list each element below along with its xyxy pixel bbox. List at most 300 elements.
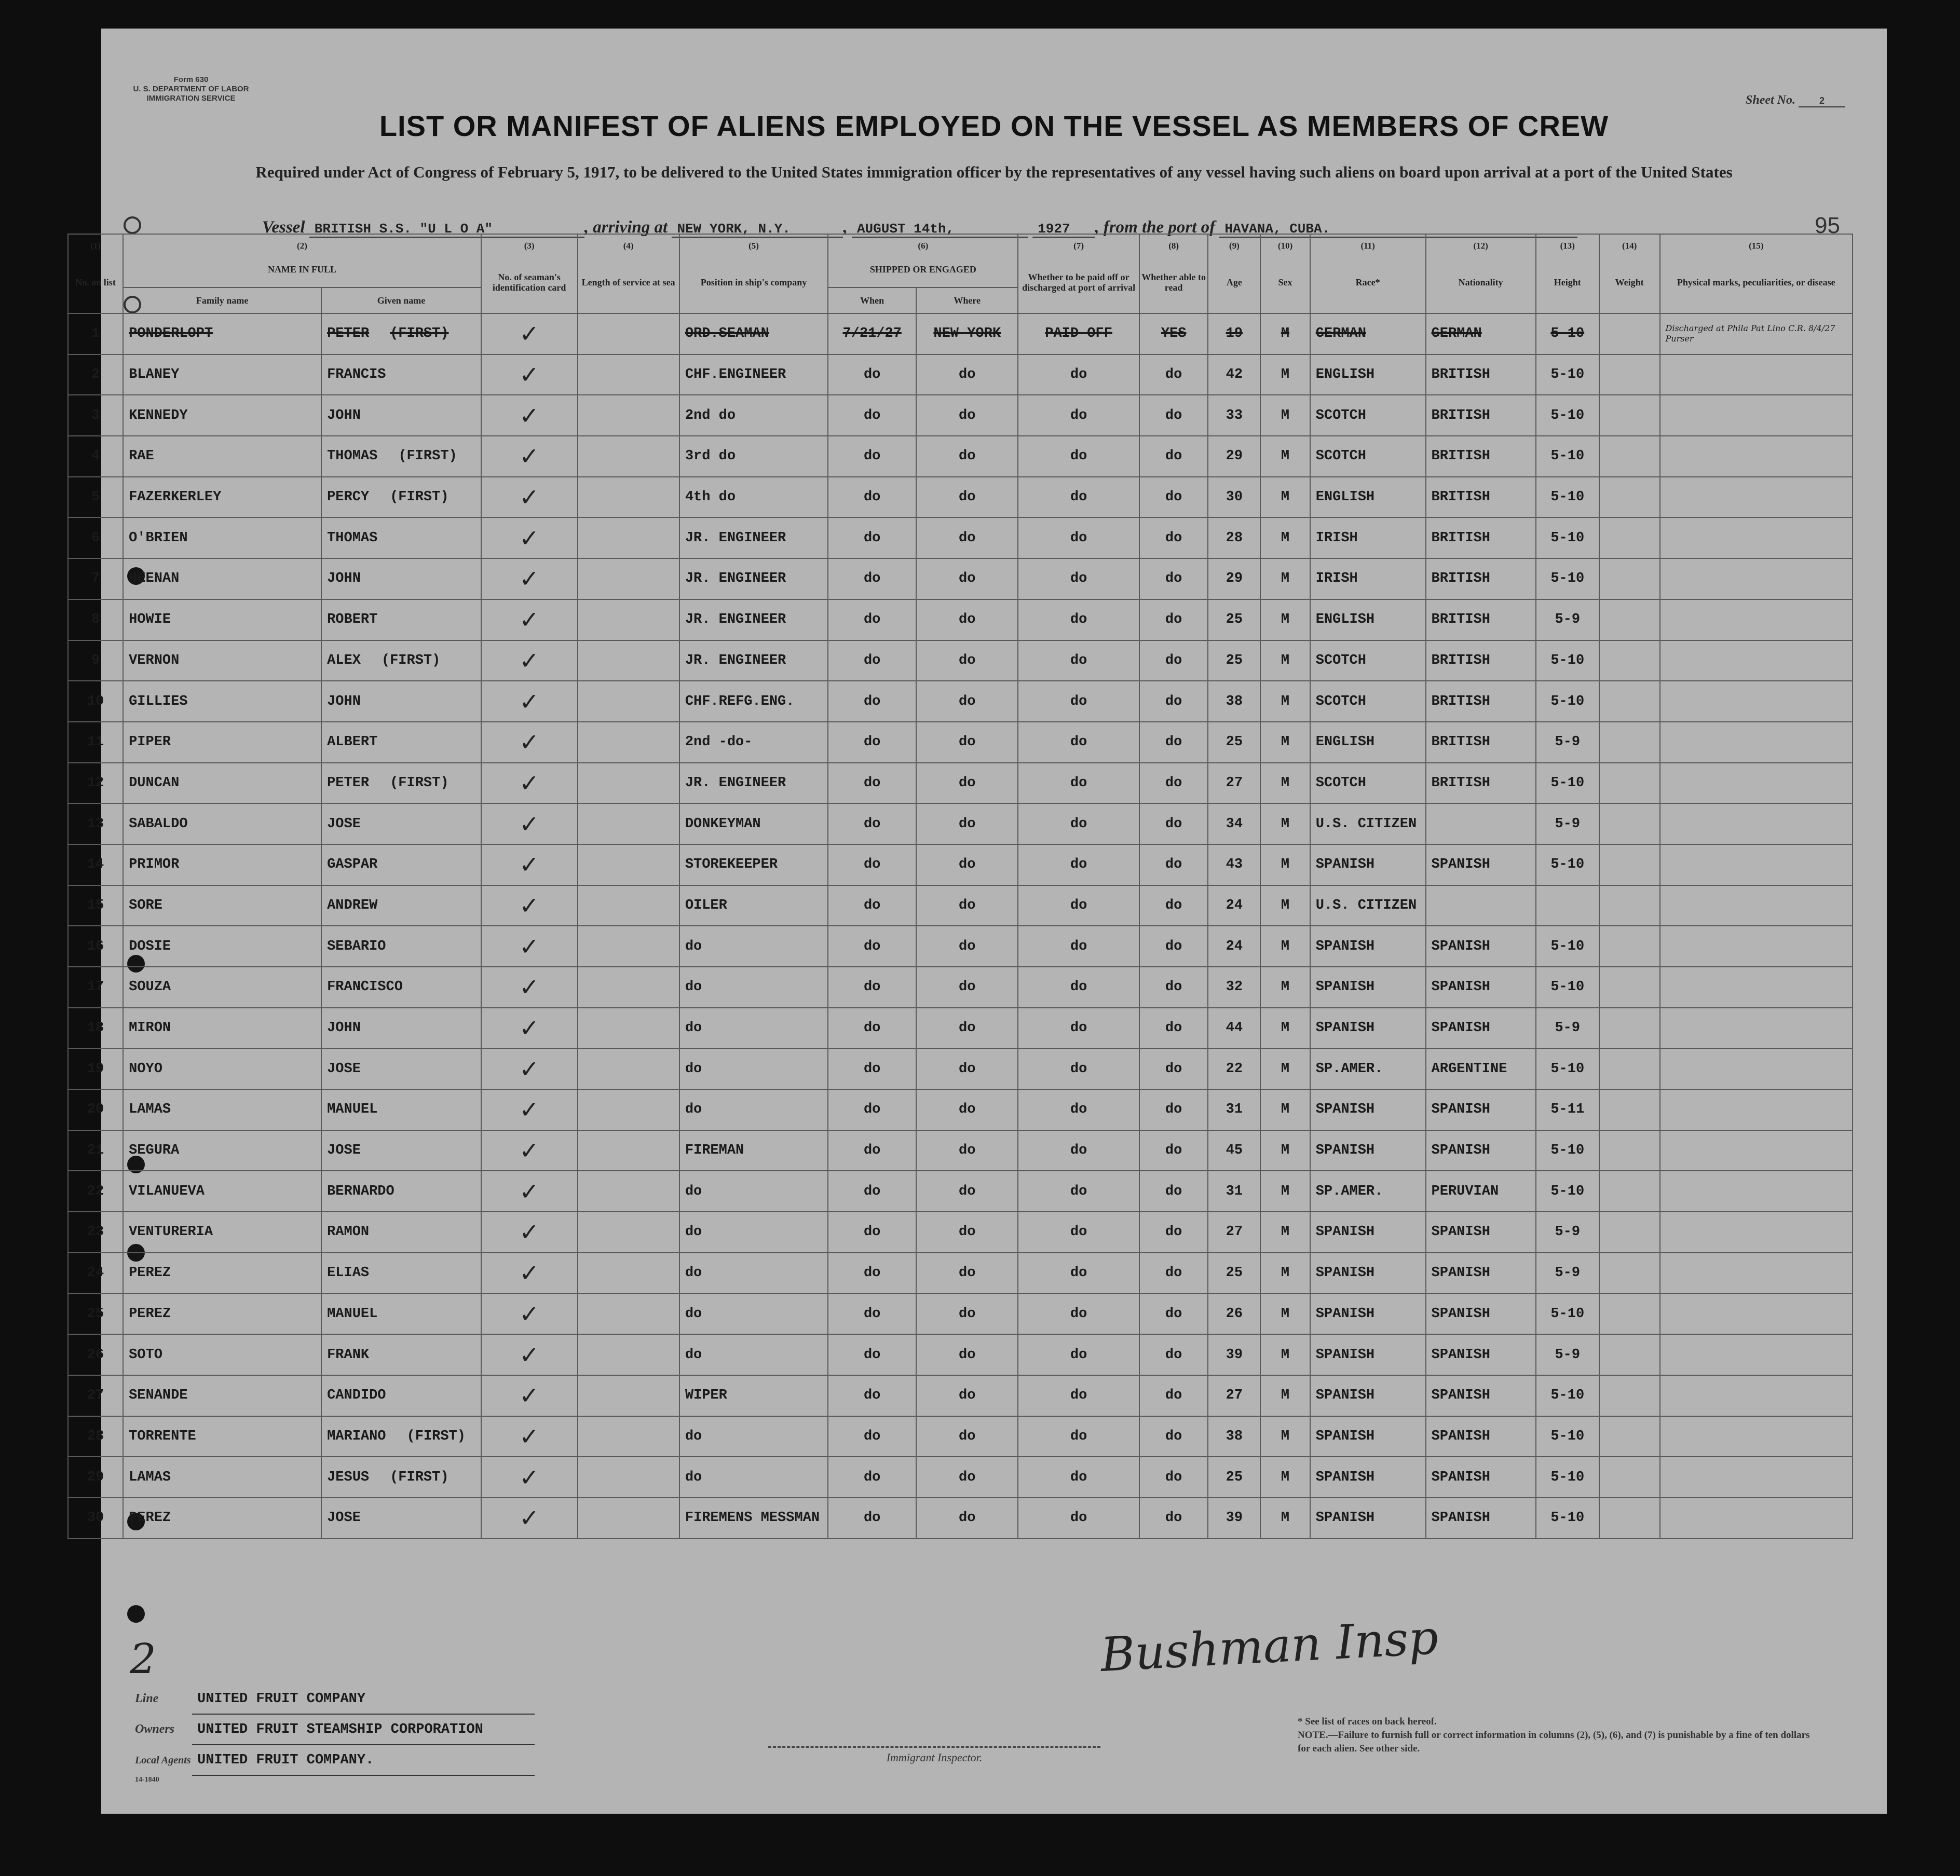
id-card-check-cell [481,926,578,967]
shipped-where-cell [916,722,1018,763]
id-card-check-cell [481,1048,578,1089]
height-cell [1536,722,1599,763]
position: JR. ENGINEER [685,612,786,628]
position-cell [679,1253,828,1294]
given-name-cell [321,1253,481,1294]
weight-cell [1599,681,1660,722]
nationality-cell [1426,1416,1536,1457]
shipped-where: do [959,1265,976,1281]
position-cell [679,599,828,640]
shipped-where-cell [916,1212,1018,1253]
row-number-cell [68,885,123,926]
shipped-where-cell [916,1294,1018,1335]
height: 5-10 [1550,857,1585,873]
row-number-cell [68,1294,123,1335]
shipped-when: do [863,1510,881,1526]
physical-marks-cell [1660,763,1853,804]
race: SPANISH [1315,1224,1375,1240]
given-name-cell [321,1089,481,1130]
length-of-service-cell [578,1008,679,1049]
shipped-when: do [863,1183,881,1199]
table-row [68,967,1853,1008]
shipped-when: do [863,775,881,791]
position: CHF.ENGINEER [685,367,786,383]
age: 25 [1226,652,1243,668]
footer-line-row [135,1684,535,1715]
family-name: LAMAS [129,1102,171,1118]
family-name: TORRENTE [129,1428,196,1444]
age-cell [1208,967,1260,1008]
height-cell [1536,599,1599,640]
id-card-check-cell [481,1457,578,1498]
sex: M [1281,530,1290,546]
family-name: MIRON [129,1020,171,1036]
given-name: JOHN [327,571,361,587]
height: 5-10 [1550,326,1585,342]
paid-off: do [1070,489,1087,505]
row-number: 16 [87,938,104,954]
sex-cell [1260,967,1310,1008]
nationality: SPANISH [1431,1102,1490,1118]
shipped-where: do [959,652,976,668]
position-cell [679,722,828,763]
paid-off: do [1070,1224,1087,1240]
able-to-read-cell [1139,558,1208,599]
paid-off-cell [1018,395,1139,436]
shipped-where-cell [916,436,1018,477]
footer-note [1298,1715,1817,1756]
position: JR. ENGINEER [685,652,786,668]
id-card-check-cell [481,722,578,763]
nationality: BRITISH [1431,489,1490,505]
sex: M [1281,448,1290,464]
length-of-service-cell [578,313,679,354]
family-name-cell [123,885,321,926]
shipped-when-cell [828,1375,916,1416]
paid-off-cell [1018,844,1139,885]
row-number-cell [68,1171,123,1212]
height-cell [1536,1457,1599,1498]
able-to-read-cell [1139,763,1208,804]
sheet-number [1746,93,1845,107]
age: 22 [1226,1061,1243,1077]
row-number-cell [68,313,123,354]
shipped-when: do [863,857,881,873]
position: 3rd do [685,448,736,464]
race-cell [1310,844,1426,885]
id-card-check-cell [481,517,578,558]
race-cell [1310,763,1426,804]
given-name: RAMON [327,1224,370,1240]
position: do [685,1306,702,1322]
given-name-cell [321,640,481,681]
family-name-cell [123,599,321,640]
paid-off-cell [1018,477,1139,518]
row-number-cell [68,1457,123,1498]
race: SCOTCH [1315,775,1366,791]
able-to-read-cell [1139,722,1208,763]
row-number-cell [68,1008,123,1049]
physical-marks-cell [1660,558,1853,599]
given-name: JOHN [327,1020,361,1036]
table-row [68,395,1853,436]
id-card-check: ✓ [519,646,539,675]
physical-marks-cell [1660,844,1853,885]
age-cell [1208,1089,1260,1130]
shipped-when-cell [828,599,916,640]
paid-off-cell [1018,1294,1139,1335]
id-card-check: ✓ [519,891,539,920]
length-of-service-cell [578,1171,679,1212]
first-trip-marker: (FIRST) [390,1469,449,1485]
height: 5-10 [1550,652,1585,668]
row-number-cell [68,1212,123,1253]
sex-cell [1260,1416,1310,1457]
race: ENGLISH [1315,612,1375,628]
sex-cell [1260,1008,1310,1049]
able-to-read-cell [1139,640,1208,681]
age-cell [1208,1130,1260,1171]
weight-cell [1599,844,1660,885]
table-row [68,1294,1853,1335]
shipped-where-cell [916,1498,1018,1539]
table-row [68,1498,1853,1539]
nationality: BRITISH [1431,367,1490,383]
family-name-cell [123,1375,321,1416]
position: JR. ENGINEER [685,571,786,587]
header-able-read: Whether able to read [1139,251,1208,313]
height-cell [1536,885,1599,926]
table-row [68,803,1853,844]
physical-marks-cell [1660,1212,1853,1253]
physical-marks-cell [1660,1089,1853,1130]
shipped-when: do [863,1265,881,1281]
able-to-read: do [1165,1428,1182,1444]
paid-off: do [1070,1428,1087,1444]
given-name-cell [321,844,481,885]
row-number: 5 [91,489,100,505]
nationality: ARGENTINE [1431,1061,1507,1077]
row-number-cell [68,640,123,681]
page-subtitle: Required under Act of Congress of February 5, 1917, to be delivered to the United States immigration officer by the representatives of any vessel having such aliens on board upon arrival at a port of the United States [255,163,1733,181]
age: 32 [1226,979,1243,995]
shipped-when-cell [828,640,916,681]
sex: M [1281,1510,1290,1526]
race-cell [1310,1089,1426,1130]
sex-cell [1260,1334,1310,1375]
race-cell [1310,885,1426,926]
sex: M [1281,571,1290,587]
length-of-service-cell [578,599,679,640]
family-name-cell [123,1048,321,1089]
length-of-service-cell [578,885,679,926]
shipped-when: do [863,530,881,546]
family-name: PEREZ [129,1510,171,1526]
given-name-cell [321,599,481,640]
shipped-when-cell [828,1416,916,1457]
row-number-cell [68,436,123,477]
paid-off-cell [1018,1334,1139,1375]
shipped-when-cell [828,1008,916,1049]
race: GERMAN [1315,326,1366,342]
height: 5-9 [1555,612,1581,628]
position: do [685,1347,702,1363]
age-cell [1208,1457,1260,1498]
sex-cell [1260,1375,1310,1416]
given-name-cell [321,1212,481,1253]
paid-off-cell [1018,640,1139,681]
col-num: (8) [1139,234,1208,251]
shipped-when: do [863,1428,881,1444]
age: 44 [1226,1020,1243,1036]
height-cell [1536,1008,1599,1049]
shipped-where-cell [916,1089,1018,1130]
sex-cell [1260,1253,1310,1294]
given-name-cell [321,1498,481,1539]
sex-cell [1260,885,1310,926]
row-number-cell [68,1048,123,1089]
position-cell [679,763,828,804]
sex: M [1281,734,1290,750]
weight-cell [1599,1130,1660,1171]
row-number: 1 [91,326,100,342]
nationality: BRITISH [1431,775,1490,791]
row-number: 30 [87,1510,104,1526]
able-to-read: do [1165,816,1182,832]
able-to-read: do [1165,612,1182,628]
given-name-cell [321,722,481,763]
sex-cell [1260,1294,1310,1335]
id-card-check: ✓ [519,932,539,961]
row-number-cell [68,722,123,763]
shipped-when-cell [828,926,916,967]
age-cell [1208,722,1260,763]
shipped-where-cell [916,763,1018,804]
row-number-cell [68,681,123,722]
race-cell [1310,395,1426,436]
position-cell [679,640,828,681]
age: 24 [1226,938,1243,954]
length-of-service-cell [578,640,679,681]
position-cell [679,967,828,1008]
shipped-where-cell [916,477,1018,518]
paid-off-cell [1018,763,1139,804]
paid-off-cell [1018,599,1139,640]
age-cell [1208,1334,1260,1375]
age-cell [1208,477,1260,518]
age: 34 [1226,816,1243,832]
age: 38 [1226,693,1243,709]
nationality-cell [1426,1171,1536,1212]
age: 42 [1226,367,1243,383]
weight-cell [1599,436,1660,477]
weight-cell [1599,1048,1660,1089]
row-number: 6 [91,530,100,546]
sex: M [1281,1143,1290,1159]
height: 5-9 [1555,1347,1581,1363]
sex-cell [1260,517,1310,558]
age-cell [1208,926,1260,967]
nationality-cell [1426,640,1536,681]
nationality: PERUVIAN [1431,1183,1499,1199]
position: WIPER [685,1388,727,1404]
age-cell [1208,436,1260,477]
physical-marks-cell [1660,1008,1853,1049]
shipped-where: do [959,1510,976,1526]
id-card-check-cell [481,313,578,354]
paid-off: do [1070,1143,1087,1159]
shipped-where: do [959,612,976,628]
sex-cell [1260,1212,1310,1253]
age: 39 [1226,1347,1243,1363]
able-to-read-cell [1139,1089,1208,1130]
position-cell [679,395,828,436]
table-row [68,1375,1853,1416]
id-card-check-cell [481,844,578,885]
sheet-number-label: Sheet No. [1746,93,1795,107]
id-card-check: ✓ [519,1259,539,1288]
id-card-check: ✓ [519,606,539,634]
given-name: MANUEL [327,1102,378,1118]
shipped-where-cell [916,803,1018,844]
sex-cell [1260,844,1310,885]
sex: M [1281,407,1290,423]
race-cell [1310,722,1426,763]
height: 5-10 [1550,775,1585,791]
physical-marks-cell [1660,681,1853,722]
height-cell [1536,354,1599,395]
physical-marks-cell [1660,1253,1853,1294]
paid-off: do [1070,1102,1087,1118]
physical-marks-cell [1660,1048,1853,1089]
id-card-check: ✓ [519,728,539,757]
family-name-cell [123,803,321,844]
given-name-cell [321,1008,481,1049]
shipped-where: do [959,1061,976,1077]
id-card-check-cell [481,1253,578,1294]
position: do [685,938,702,954]
footer-owners [135,1684,535,1784]
race: U.S. CITIZEN [1315,897,1417,913]
weight-cell [1599,517,1660,558]
position-cell [679,1171,828,1212]
shipped-when-cell [828,1048,916,1089]
nationality-cell [1426,763,1536,804]
line-value: UNITED FRUIT COMPANY [192,1685,535,1715]
shipped-when: do [863,1224,881,1240]
family-name: SABALDO [129,816,188,832]
height: 5-10 [1550,1510,1585,1526]
shipped-where-cell [916,640,1018,681]
position: DONKEYMAN [685,816,761,832]
weight-cell [1599,885,1660,926]
given-name: JESUS [327,1469,370,1485]
shipped-when-cell [828,436,916,477]
paid-off: do [1070,693,1087,709]
shipped-when: do [863,1061,881,1077]
able-to-read: do [1165,857,1182,873]
height-cell [1536,1416,1599,1457]
race-cell [1310,1008,1426,1049]
family-name-cell [123,1089,321,1130]
family-name: HEENAN [129,571,180,587]
family-name: SOTO [129,1347,162,1363]
shipped-where-cell [916,313,1018,354]
header-given-name: Given name [321,287,481,313]
row-number: 19 [87,1061,104,1077]
weight-cell [1599,1498,1660,1539]
row-number: 7 [91,571,100,587]
paid-off-cell [1018,354,1139,395]
shipped-when-cell [828,517,916,558]
age-cell [1208,599,1260,640]
race-cell [1310,1457,1426,1498]
paid-off: do [1070,612,1087,628]
given-name: JOHN [327,407,361,423]
nationality-cell [1426,436,1536,477]
table-row [68,1212,1853,1253]
paid-off-cell [1018,967,1139,1008]
height-cell [1536,1130,1599,1171]
shipped-where: NEW YORK [933,326,1001,342]
nationality-cell [1426,926,1536,967]
family-name: FAZERKERLEY [129,489,222,505]
sex: M [1281,897,1290,913]
shipped-where: do [959,816,976,832]
age: 27 [1226,1388,1243,1404]
row-number: 29 [87,1469,104,1485]
able-to-read-cell [1139,926,1208,967]
shipped-when: do [863,489,881,505]
height: 5-9 [1555,734,1581,750]
height-cell [1536,763,1599,804]
length-of-service-cell [578,1457,679,1498]
nationality: SPANISH [1431,857,1490,873]
header-family-name: Family name [123,287,321,313]
position-cell [679,1498,828,1539]
shipped-when-cell [828,1294,916,1335]
able-to-read: do [1165,367,1182,383]
paid-off: do [1070,1510,1087,1526]
shipped-when: do [863,1102,881,1118]
from-port: HAVANA, CUBA. [1219,221,1577,238]
age: 45 [1226,1143,1243,1159]
nationality: SPANISH [1431,1469,1490,1485]
id-card-check: ✓ [519,851,539,879]
weight-cell [1599,395,1660,436]
position-cell [679,885,828,926]
sex: M [1281,693,1290,709]
weight-cell [1599,1334,1660,1375]
race-cell [1310,354,1426,395]
race-cell [1310,640,1426,681]
paid-off: do [1070,448,1087,464]
weight-cell [1599,354,1660,395]
shipped-when-cell [828,722,916,763]
given-name-cell [321,1334,481,1375]
paid-off: do [1070,897,1087,913]
sex-cell [1260,1457,1310,1498]
age-cell [1208,885,1260,926]
weight-cell [1599,1212,1660,1253]
shipped-when-cell [828,395,916,436]
race-cell [1310,803,1426,844]
position: 4th do [685,489,736,505]
nationality: SPANISH [1431,1388,1490,1404]
shipped-where-cell [916,1334,1018,1375]
physical-marks-cell [1660,1498,1853,1539]
shipped-where: do [959,979,976,995]
